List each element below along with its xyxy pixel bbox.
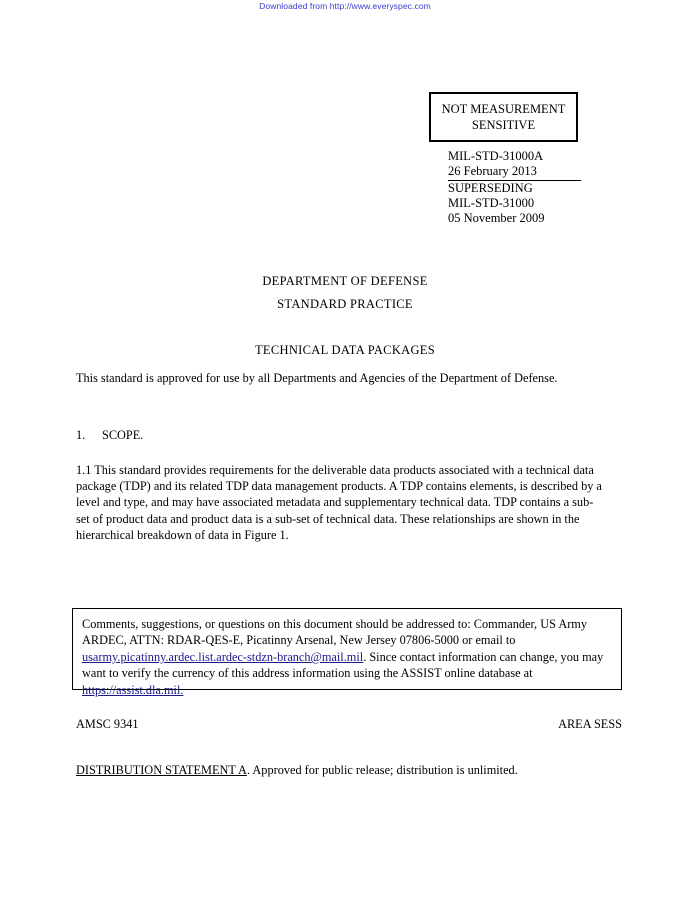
standard-designation: MIL-STD-31000A — [448, 149, 544, 163]
organization-title: DEPARTMENT OF DEFENSE — [262, 274, 428, 288]
distribution-statement-label: DISTRIBUTION STATEMENT A — [76, 763, 247, 777]
subject-title: TECHNICAL DATA PACKAGES — [255, 343, 435, 357]
approval-statement: This standard is approved for use by all Departments and Agencies of the Department of Defense. — [76, 371, 558, 385]
distribution-statement — [76, 763, 622, 778]
standard-date: 26 February 2013 — [448, 164, 581, 180]
comments-text-middle: . Since contact information can change, you may want to verify the currency of this address information using the ASSIST online database at — [82, 649, 604, 681]
measurement-box-line-2: SENSITIVE — [471, 118, 536, 132]
title-block — [0, 270, 690, 362]
comments-text-lead: Comments, suggestions, or questions on this document should be addressed to: Commander, US Army ARDEC, ATTN: RDAR-QES-E, Picatinny Arsenal, New Jersey 07806-5000 or email to — [82, 617, 588, 648]
measurement-box-line-1: NOT MEASUREMENT — [441, 102, 566, 116]
section-number: 1. — [76, 428, 86, 442]
footer-code-line — [76, 717, 622, 732]
not-measurement-sensitive-box — [429, 92, 578, 142]
paragraph-text: This standard provides requirements for the deliverable data products associated with a technical data package (TDP) and its related TDP data management products. A TDP contains elements, is described by a level and type, and may have associated metadata and supplementary technical data. TDP contains a sub-set of product data and product data is a sub-set of technical data. These relationships are shown in the hierarchical breakdown of data in Figure 1. — [76, 463, 602, 542]
superseded-designation: MIL-STD-31000 — [448, 195, 535, 210]
assist-database-link[interactable]: https://assist.dla.mil. — [82, 682, 184, 697]
everyspec-watermark: Downloaded from http://www.everyspec.com — [259, 1, 431, 11]
paragraph-number: 1.1 — [76, 463, 92, 477]
area-code: AREA SESS — [558, 717, 622, 731]
comments-contact-box — [72, 608, 622, 697]
scope-paragraph — [76, 462, 606, 543]
section-title: SCOPE. — [102, 428, 144, 442]
distribution-statement-text: . Approved for public release; distribution is unlimited. — [246, 763, 518, 777]
document-type-title: STANDARD PRACTICE — [277, 297, 413, 311]
superseded-date: 05 November 2009 — [448, 211, 545, 226]
superseding-label: SUPERSEDING — [448, 180, 533, 195]
standard-identification-block — [448, 149, 623, 226]
section-heading-scope — [76, 428, 143, 443]
contact-email-link[interactable]: usarmy.picatinny.ardec.list.ardec-stdzn-branch@mail.mil — [82, 649, 364, 664]
title-spacer — [0, 316, 690, 339]
amsc-code: AMSC 9341 — [76, 717, 139, 731]
